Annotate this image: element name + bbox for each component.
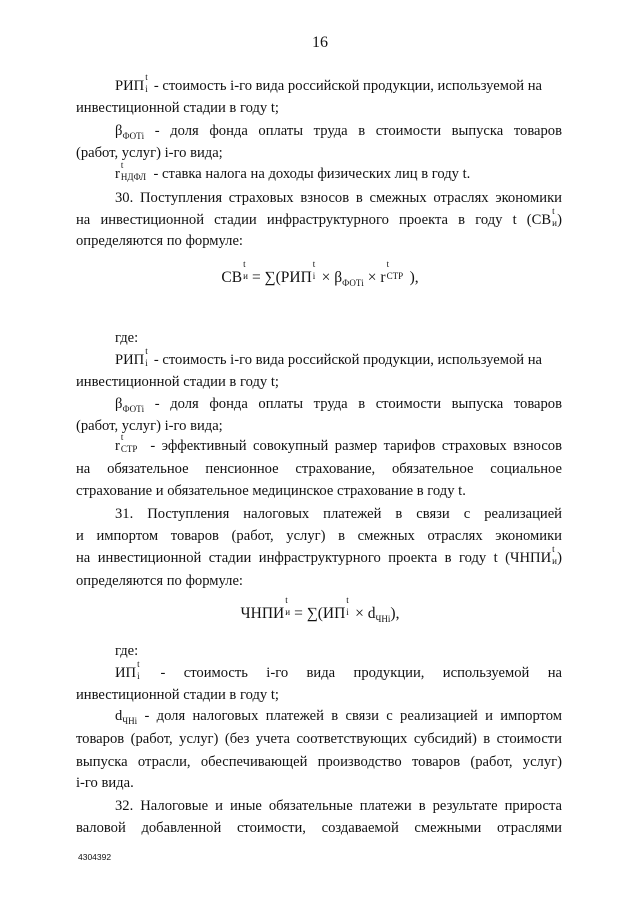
text-line: страхование и обязательное медицинское страхование в году t. (76, 483, 466, 499)
formula-chnpi: ЧНПИ t и = ∑(ИП t i × $d_{ЧНi}$), (240, 595, 400, 624)
text-line: на инвестиционной стадии инфраструктурного проекта в году t (СВ t и ) (76, 206, 562, 228)
definition-ip: ИП t i - стоимость i-го вида продукции, используемой на (115, 659, 562, 681)
text-line: выпуска отрасли, обеспечивающей производство товаров (работ, услуг) (76, 754, 562, 770)
definition-r-str: r t СТР - эффективный совокупный размер тарифов страховых взносов (115, 432, 562, 454)
where-label-2: где: (115, 643, 139, 659)
definition-beta: $\beta_{ФОТi}$ - доля фонда оплаты труда в стоимости выпуска товаров (115, 123, 562, 141)
document-id: 4304392 (78, 852, 112, 862)
text-line: товаров (работ, услуг) (без учета соответствующих субсидий) в стоимости (76, 731, 562, 747)
text-line: определяются по формуле: (76, 233, 243, 249)
text-line: инвестиционной стадии в году t; (76, 374, 279, 390)
symbol-r-ndfl: r t НДФЛ (115, 160, 147, 182)
where-label: где: (115, 330, 139, 346)
formula-sv: СВ t и = ∑(РИП t i × $\beta_{ФОТi} \times r$ t СТР ), (221, 259, 419, 288)
text-line: (работ, услуг) i-го вида; (76, 418, 223, 434)
text-line: определяются по формуле: (76, 573, 243, 589)
paragraph-30: 30. Поступления страховых взносов в смежных отраслях экономики (115, 190, 562, 206)
paragraph-32: 32. Налоговые и иные обязательные платежи в результате прироста (115, 798, 562, 814)
page-number: 16 (312, 34, 328, 51)
text-line: на обязательное пенсионное страхование, обязательное социальное (76, 461, 562, 477)
definition-d: $d_{ЧНi}$ - доля налоговых платежей в связи с реализацией и импортом (115, 708, 562, 726)
text-line: на инвестиционной стадии инфраструктурного проекта в году t (ЧНПИ t и ) (76, 544, 562, 566)
definition-r-ndfl: r t НДФЛ - ставка налога на доходы физических лиц в году t. (115, 160, 471, 182)
text-line: инвестиционной стадии в году t; (76, 100, 279, 116)
paragraph-31: 31. Поступления налоговых платежей в связи с реализацией (115, 506, 562, 522)
definition-rip-2: РИП t i - стоимость i-го вида российской продукции, используемой на (115, 346, 543, 368)
text-line: (работ, услуг) i-го вида; (76, 145, 223, 161)
text-line: валовой добавленной стоимости, создаваемой смежными отраслями (76, 820, 562, 836)
text-line: и импортом товаров (работ, услуг) в смежных отраслях экономики (76, 528, 562, 544)
symbol-beta: $\beta_{ФОТi}$ (115, 123, 145, 141)
symbol-rip: РИП t i (115, 72, 148, 94)
text-line: инвестиционной стадии в году t; (76, 687, 279, 703)
text-line: i-го вида. (76, 775, 134, 791)
definition-rip: РИП t i - стоимость i-го вида российской продукции, используемой на (115, 72, 543, 94)
definition-beta-2: $\beta_{ФОТi}$ - доля фонда оплаты труда в стоимости выпуска товаров (115, 396, 562, 414)
